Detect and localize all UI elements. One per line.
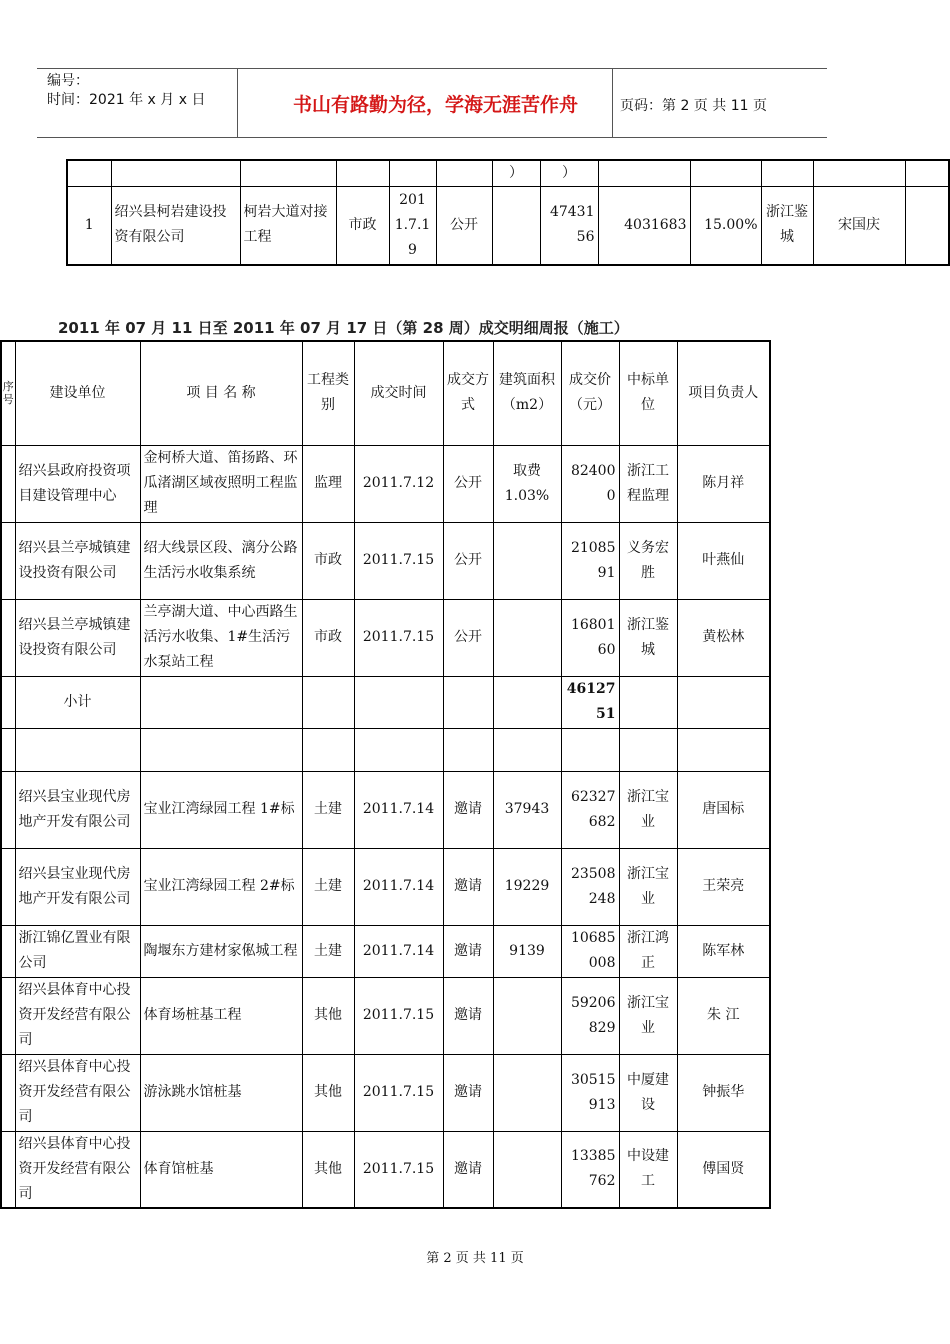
project-cell: 体育馆桩基 bbox=[140, 1131, 302, 1208]
method-cell: 公开 bbox=[443, 522, 493, 599]
area-cell bbox=[493, 1054, 561, 1131]
price-cell: 10685008 bbox=[561, 925, 619, 977]
winner-cell: 浙江宝业 bbox=[619, 771, 677, 848]
date-cell: 2011.7.15 bbox=[354, 977, 443, 1054]
table-row bbox=[1, 925, 770, 977]
header-page-label: 页码：第 2 页 共 11 页 bbox=[620, 98, 767, 114]
category-cell: 其他 bbox=[302, 977, 354, 1054]
area-cell: 取费 1.03% bbox=[493, 445, 561, 522]
unit-cell: 浙江锦亿置业有限公司 bbox=[15, 925, 140, 977]
category-cell: 土建 bbox=[302, 925, 354, 977]
category-cell: 监理 bbox=[302, 445, 354, 522]
table-row bbox=[1, 771, 770, 848]
table-row bbox=[1, 977, 770, 1054]
method-cell: 公开 bbox=[443, 445, 493, 522]
date-cell: 2011.7.19 bbox=[389, 187, 436, 265]
unit-cell: 绍兴县宝业现代房地产开发有限公司 bbox=[15, 848, 140, 925]
method-cell: 邀请 bbox=[443, 771, 493, 848]
category-cell: 市政 bbox=[302, 522, 354, 599]
price-cell: 13385762 bbox=[561, 1131, 619, 1208]
header-meta bbox=[47, 72, 205, 110]
manager-cell: 陈军林 bbox=[677, 925, 770, 977]
date-cell: 2011.7.14 bbox=[354, 925, 443, 977]
method-cell: 邀请 bbox=[443, 925, 493, 977]
winner-cell: 浙江工程监理 bbox=[619, 445, 677, 522]
rate-cell: 15.00% bbox=[690, 187, 761, 265]
unit-cell: 绍兴县体育中心投资开发经营有限公司 bbox=[15, 1131, 140, 1208]
winner-cell: 浙江宝业 bbox=[619, 848, 677, 925]
header-no: 序号 bbox=[1, 341, 15, 445]
area-cell: 19229 bbox=[493, 848, 561, 925]
area-cell bbox=[493, 1131, 561, 1208]
method-cell: 邀请 bbox=[443, 1131, 493, 1208]
date-cell: 2011.7.15 bbox=[354, 1131, 443, 1208]
unit-cell: 绍兴县柯岩建设投资有限公司 bbox=[111, 187, 240, 265]
header-fragment: ） bbox=[492, 160, 540, 187]
page-header bbox=[37, 68, 827, 138]
winner-cell: 浙江宝业 bbox=[619, 977, 677, 1054]
manager-cell: 黄松林 bbox=[677, 599, 770, 676]
header-method: 成交方式 bbox=[443, 341, 493, 445]
method-cell: 公开 bbox=[443, 599, 493, 676]
project-cell: 体育场桩基工程 bbox=[140, 977, 302, 1054]
table-row bbox=[67, 187, 949, 265]
header-category: 工程类别 bbox=[302, 341, 354, 445]
report-title: 2011 年 07 月 11 日至 2011 年 07 月 17 日（第 28 周）成交明细周报（施工） bbox=[58, 319, 629, 337]
manager-cell: 唐国标 bbox=[677, 771, 770, 848]
price-cell: 59206829 bbox=[561, 977, 619, 1054]
page-footer: 第 2 页 共 11 页 bbox=[426, 1251, 524, 1266]
price-cell: 23508248 bbox=[561, 848, 619, 925]
manager-cell: 朱 江 bbox=[677, 977, 770, 1054]
winner-cell: 义务宏胜 bbox=[619, 522, 677, 599]
category-cell: 土建 bbox=[302, 848, 354, 925]
header-project: 项 目 名 称 bbox=[140, 341, 302, 445]
winner-cell: 中设建工 bbox=[619, 1131, 677, 1208]
table-row bbox=[1, 1131, 770, 1208]
date-cell: 2011.7.15 bbox=[354, 599, 443, 676]
manager-cell: 王荣亮 bbox=[677, 848, 770, 925]
area-cell bbox=[493, 522, 561, 599]
weekly-report-table bbox=[0, 340, 771, 1209]
header-area: 建筑面积（m2） bbox=[493, 341, 561, 445]
row-number: 1 bbox=[67, 187, 111, 265]
table-header-row bbox=[67, 160, 949, 187]
method-cell: 邀请 bbox=[443, 848, 493, 925]
manager-cell: 宋国庆 bbox=[813, 187, 905, 265]
unit-cell: 绍兴县体育中心投资开发经营有限公司 bbox=[15, 977, 140, 1054]
date-cell: 2011.7.15 bbox=[354, 1054, 443, 1131]
unit-cell: 绍兴县兰亭城镇建设投资有限公司 bbox=[15, 522, 140, 599]
date-cell: 2011.7.15 bbox=[354, 522, 443, 599]
number-label: 编号： bbox=[47, 73, 89, 89]
method-cell: 邀请 bbox=[443, 977, 493, 1054]
table-row bbox=[1, 445, 770, 522]
header-fragment: ） bbox=[540, 160, 598, 187]
category-cell: 其他 bbox=[302, 1054, 354, 1131]
category-cell: 其他 bbox=[302, 1131, 354, 1208]
winner-cell: 中厦建设 bbox=[619, 1054, 677, 1131]
price-cell: 4743156 bbox=[540, 187, 598, 265]
header-unit: 建设单位 bbox=[15, 341, 140, 445]
header-winner: 中标单位 bbox=[619, 341, 677, 445]
table-row bbox=[1, 522, 770, 599]
project-cell: 游泳跳水馆桩基 bbox=[140, 1054, 302, 1131]
area-cell bbox=[492, 187, 540, 265]
winner-cell: 浙江鉴城 bbox=[619, 599, 677, 676]
winner-cell: 浙江鉴城 bbox=[761, 187, 813, 265]
category-cell: 市政 bbox=[302, 599, 354, 676]
category-cell: 市政 bbox=[336, 187, 389, 265]
area-cell: 9139 bbox=[493, 925, 561, 977]
area-cell bbox=[493, 977, 561, 1054]
unit-cell: 绍兴县体育中心投资开发经营有限公司 bbox=[15, 1054, 140, 1131]
amount-cell: 4031683 bbox=[598, 187, 690, 265]
header-price: 成交价（元） bbox=[561, 341, 619, 445]
header-divider bbox=[237, 69, 238, 137]
manager-cell: 叶燕仙 bbox=[677, 522, 770, 599]
manager-cell: 钟振华 bbox=[677, 1054, 770, 1131]
area-cell bbox=[493, 599, 561, 676]
header-date: 成交时间 bbox=[354, 341, 443, 445]
header-manager: 项目负责人 bbox=[677, 341, 770, 445]
winner-cell: 浙江鸿正 bbox=[619, 925, 677, 977]
blank-row bbox=[1, 728, 770, 771]
area-cell: 37943 bbox=[493, 771, 561, 848]
project-cell: 陶堰东方建材家俬城工程 bbox=[140, 925, 302, 977]
category-cell: 土建 bbox=[302, 771, 354, 848]
project-cell: 柯岩大道对接工程 bbox=[240, 187, 336, 265]
table-row bbox=[1, 848, 770, 925]
unit-cell: 绍兴县政府投资项目建设管理中心 bbox=[15, 445, 140, 522]
date-cell: 2011.7.14 bbox=[354, 771, 443, 848]
header-motto: 书山有路勤为径，学海无涯苦作舟 bbox=[292, 94, 578, 116]
project-cell: 金柯桥大道、笛扬路、环瓜渚湖区域夜照明工程监理 bbox=[140, 445, 302, 522]
price-cell: 62327682 bbox=[561, 771, 619, 848]
subtotal-price: 4612751 bbox=[561, 676, 619, 728]
unit-cell: 绍兴县兰亭城镇建设投资有限公司 bbox=[15, 599, 140, 676]
time-label: 时间：2021 年 x 月 x 日 bbox=[47, 92, 206, 108]
price-cell: 30515913 bbox=[561, 1054, 619, 1131]
continued-table bbox=[66, 159, 950, 266]
project-cell: 宝业江湾绿园工程 2#标 bbox=[140, 848, 302, 925]
project-cell: 绍大线景区段、漓分公路生活污水收集系统 bbox=[140, 522, 302, 599]
table-row bbox=[1, 1054, 770, 1131]
subtotal-row bbox=[1, 676, 770, 728]
unit-cell: 绍兴县宝业现代房地产开发有限公司 bbox=[15, 771, 140, 848]
date-cell: 2011.7.12 bbox=[354, 445, 443, 522]
method-cell: 公开 bbox=[436, 187, 492, 265]
subtotal-label: 小计 bbox=[15, 676, 140, 728]
method-cell: 邀请 bbox=[443, 1054, 493, 1131]
date-cell: 2011.7.14 bbox=[354, 848, 443, 925]
manager-cell: 傅国贤 bbox=[677, 1131, 770, 1208]
price-cell: 2108591 bbox=[561, 522, 619, 599]
price-cell: 824000 bbox=[561, 445, 619, 522]
project-cell: 兰亭湖大道、中心西路生活污水收集、1#生活污水泵站工程 bbox=[140, 599, 302, 676]
manager-cell: 陈月祥 bbox=[677, 445, 770, 522]
price-cell: 1680160 bbox=[561, 599, 619, 676]
table-row bbox=[1, 599, 770, 676]
project-cell: 宝业江湾绿园工程 1#标 bbox=[140, 771, 302, 848]
table-header-row bbox=[1, 341, 770, 445]
